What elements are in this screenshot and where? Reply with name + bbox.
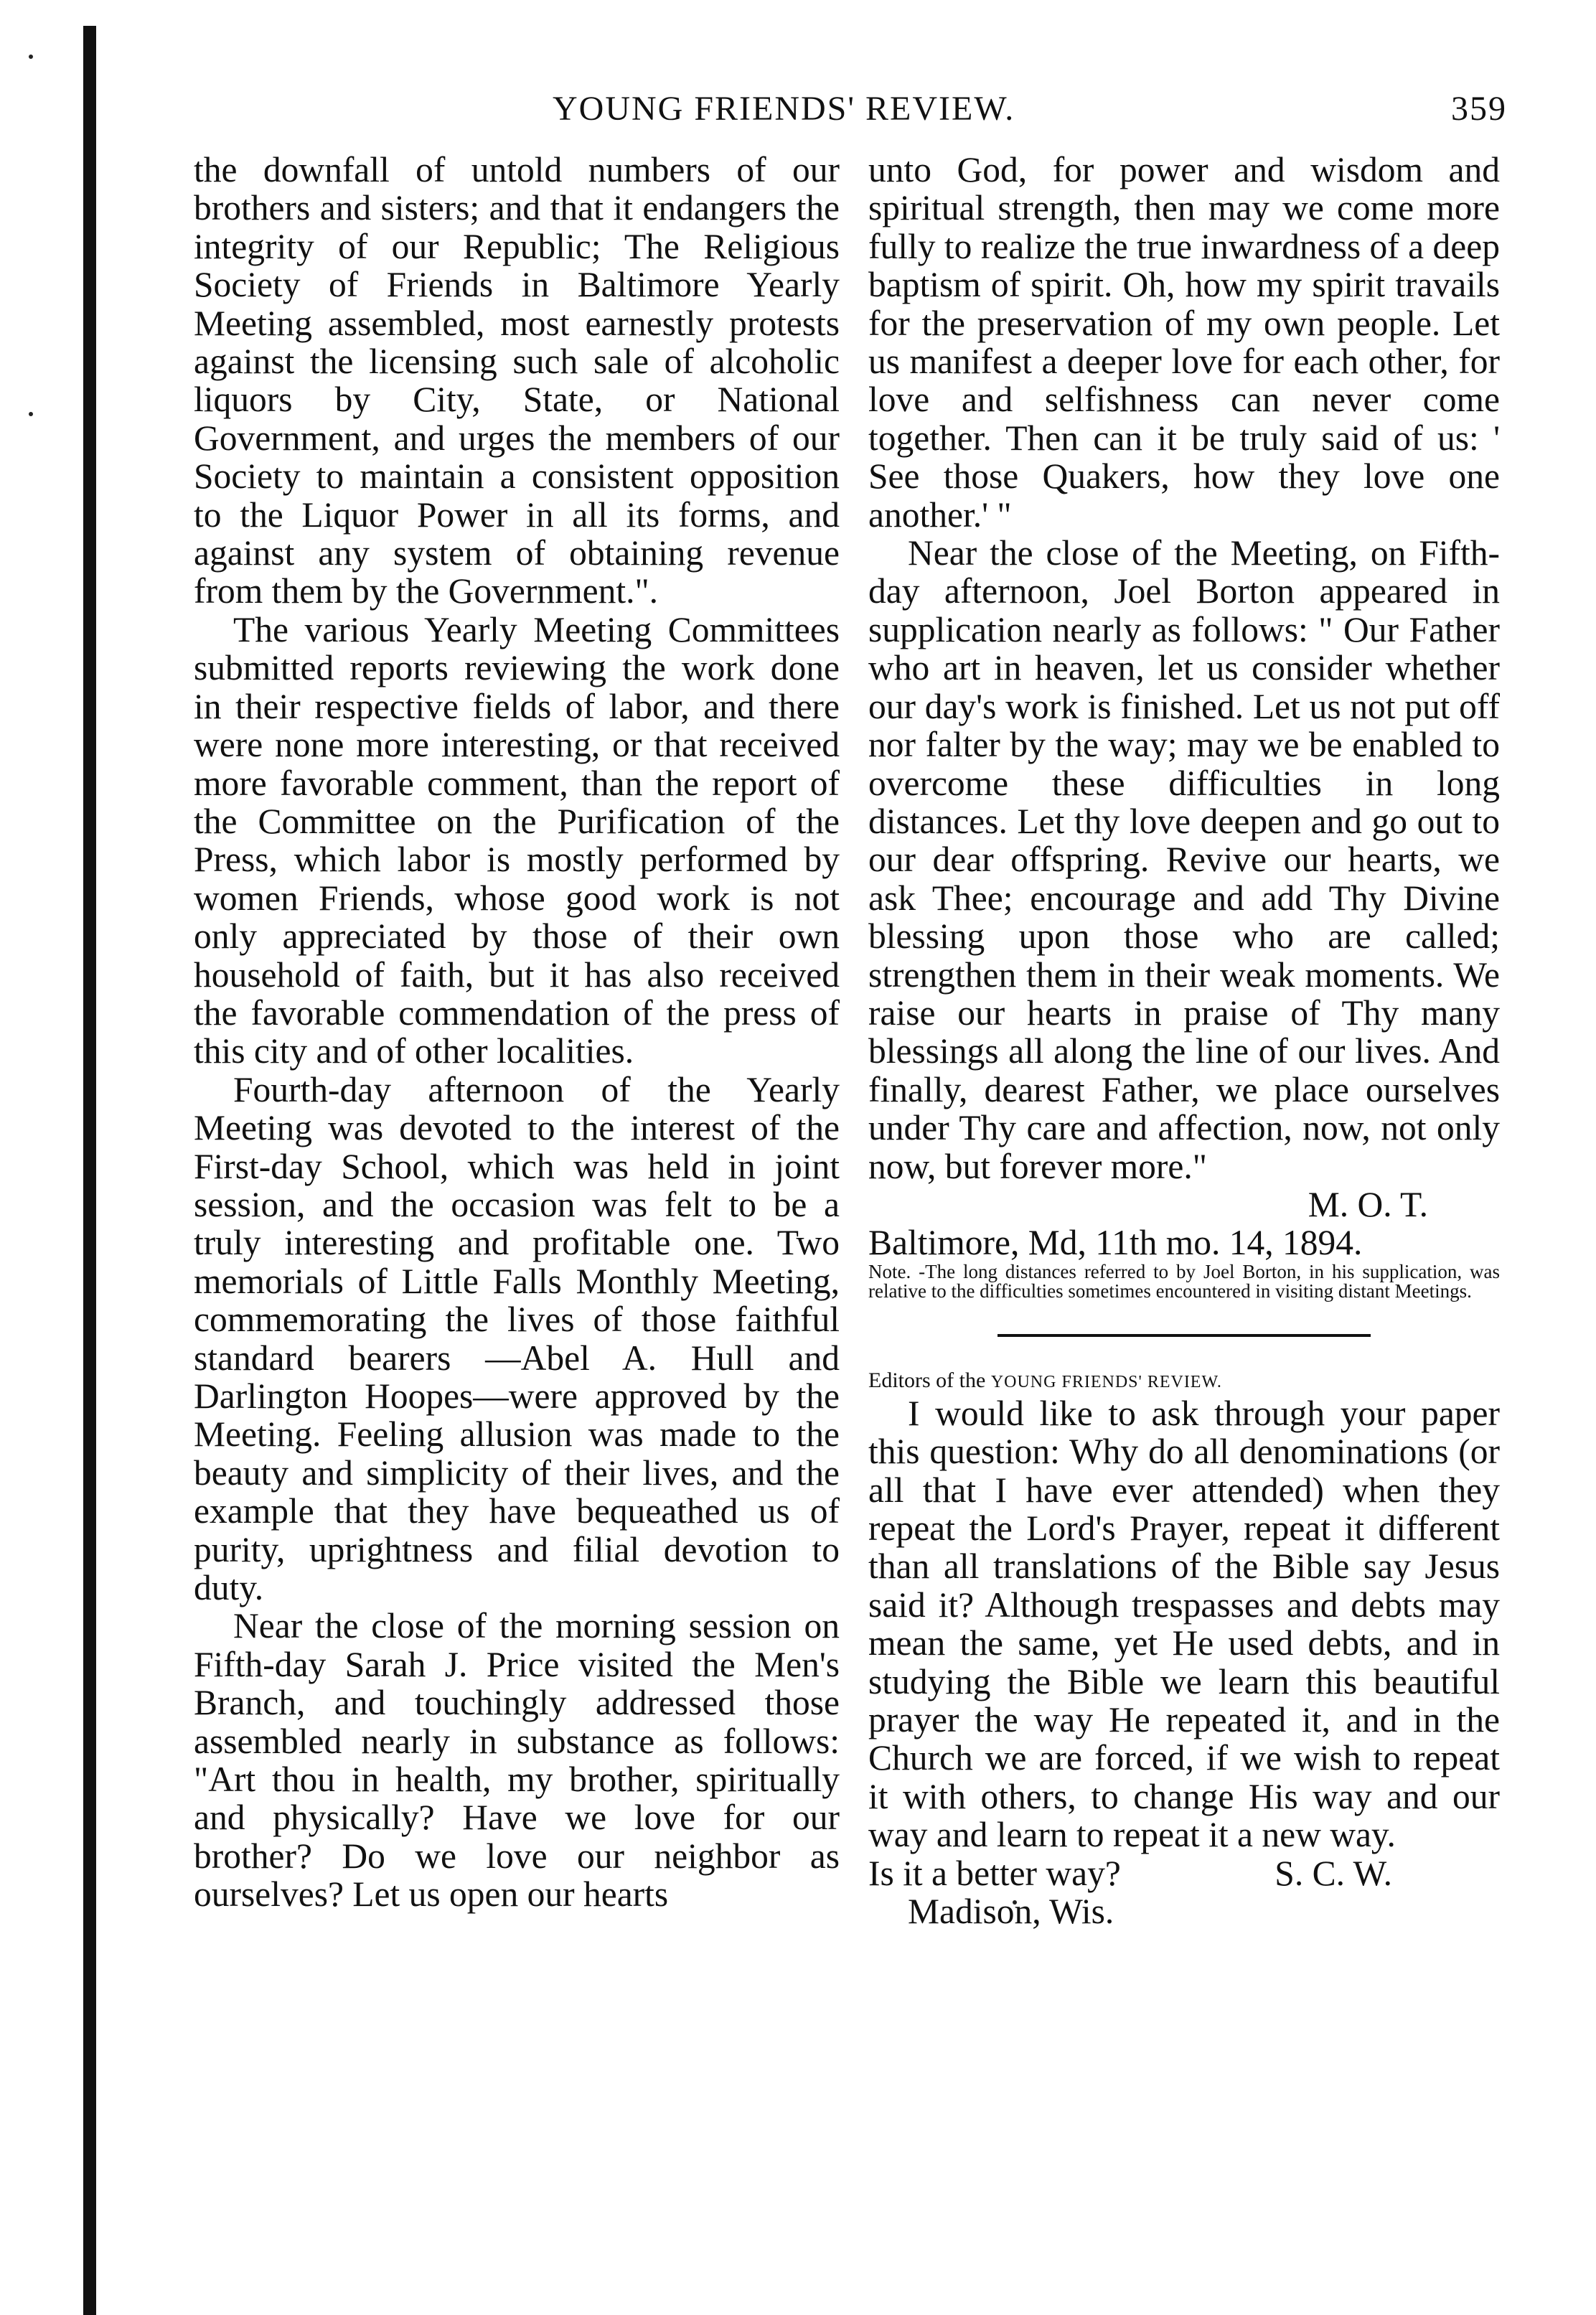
journal-title: YOUNG FRIENDS' REVIEW. — [553, 90, 1015, 128]
binding-edge — [83, 26, 96, 2315]
page-number: 359 — [1451, 90, 1507, 128]
left-column — [194, 151, 840, 1914]
letter-body: I would like to ask through your paper this question: Why do all denominations (or all that I have ever attended) when they repeat the Lord's Prayer, repeat it different than all translations of the Bible say Jesus said it? Although trespasses and debts may mean the same, yet He used debts, and in studying the Bible we learn this beautiful prayer the way He repeated it, and in the Church we are forced, if we wish to repeat it with others, to change His way and our way and learn to repeat it a new way. — [868, 1393, 1500, 1855]
paragraph: Near the close of the Meeting, on Fifth-day afternoon, Joel Borton appeared in supplication nearly as follows: " Our Father who art in heaven, let us consider whether our day's work is finished. Let us not put off nor falter by the way; may we be enabled to overcome these difficulties in long distances. Let thy love deepen and go out to our dear offspring. Revive our hearts, we ask Thee; encourage and add Thy Divine blessing upon those who are called; strengthen them in their weak moments. We raise our hearts in praise of Thy many blessings all along the line of our lives. And finally, dearest Father, we place ourselves under Thy care and affection, now, not only now, but forever more." — [868, 533, 1500, 1186]
paragraph: the downfall of untold numbers of our brothers and sisters; and that it endangers the integrity of our Republic; The Religious Society of Friends in Baltimore Yearly Meeting assembled, most earnestly protests against the licensing such sale of alcoholic liquors by City, State, or National Government, and urges the members of our Society to maintain a consistent opposition to the Liquor Power in all its forms, and against any system of obtaining revenue from them by the Government.". — [194, 150, 840, 611]
letter-signoff — [868, 1854, 1500, 1892]
paragraph: unto God, for power and wisdom and spiritual strength, then may we come more fully to realize the true inwardness of a deep baptism of spirit. Oh, how my spirit travails for the preservation of my own people. Let us manifest a deeper love for each other, for love and selfishness can never come together. Then can it be truly said of us: ' See those Quakers, how they love one another.' " — [868, 150, 1500, 535]
dateline: Baltimore, Md, 11th mo. 14, 1894. — [868, 1223, 1363, 1263]
scan-speck — [29, 55, 33, 59]
salutation-prefix: Editors of the — [868, 1368, 991, 1392]
footnote: Note. -The long distances referred to by Joel Borton, in his supplication, was relative to the difficulties sometimes encountered in visiting distant Meetings. — [868, 1260, 1500, 1302]
scan-speck — [29, 412, 33, 416]
salutation-journal: YOUNG FRIENDS' REVIEW. — [990, 1372, 1222, 1391]
letter-signature: S. C. W. — [1275, 1853, 1392, 1893]
paragraph: Near the close of the morning session on Fifth-day Sarah J. Price visited the Men's Branch, and touchingly addressed those assembled nearly in substance as follows: "Art thou in health, my brother, spiritually and physically? Have we love for our brother? Do we love our neighbor as ourselves? Let us open our hearts — [194, 1606, 840, 1915]
letter-place: Madison, Wis. — [908, 1892, 1114, 1932]
letter-salutation — [868, 1368, 1500, 1394]
running-header — [194, 89, 1507, 139]
section-divider — [998, 1334, 1371, 1337]
right-column — [868, 151, 1500, 1930]
letter-last-line: Is it a better way? — [868, 1853, 1121, 1893]
paragraph: The various Yearly Meeting Committees submitted reports reviewing the work done in their respective fields of labor, and there were none more interesting, or that received more favorable comment, than the report of the Committee on the Purification of the Press, which labor is mostly performed by women Friends, whose good work is not only appreciated by those of their own household of faith, but it has also received the favorable commendation of the press of this city and of other localities. — [194, 609, 840, 1071]
paragraph: Fourth-day afternoon of the Yearly Meeting was devoted to the interest of the First-day School, which was held in joint session, and the occasion was felt to be a truly interesting and profitable one. Two memorials of Little Falls Monthly Meeting, commemorating the lives of those faithful standard bearers —Abel A. Hull and Darlington Hoopes—were approved by the Meeting. Feeling allusion was made to the beauty and simplicity of their lives, and the example that they have bequeathed us of purity, uprightness and filial devotion to duty. — [194, 1069, 840, 1608]
signature: M. O. T. — [1308, 1184, 1428, 1224]
